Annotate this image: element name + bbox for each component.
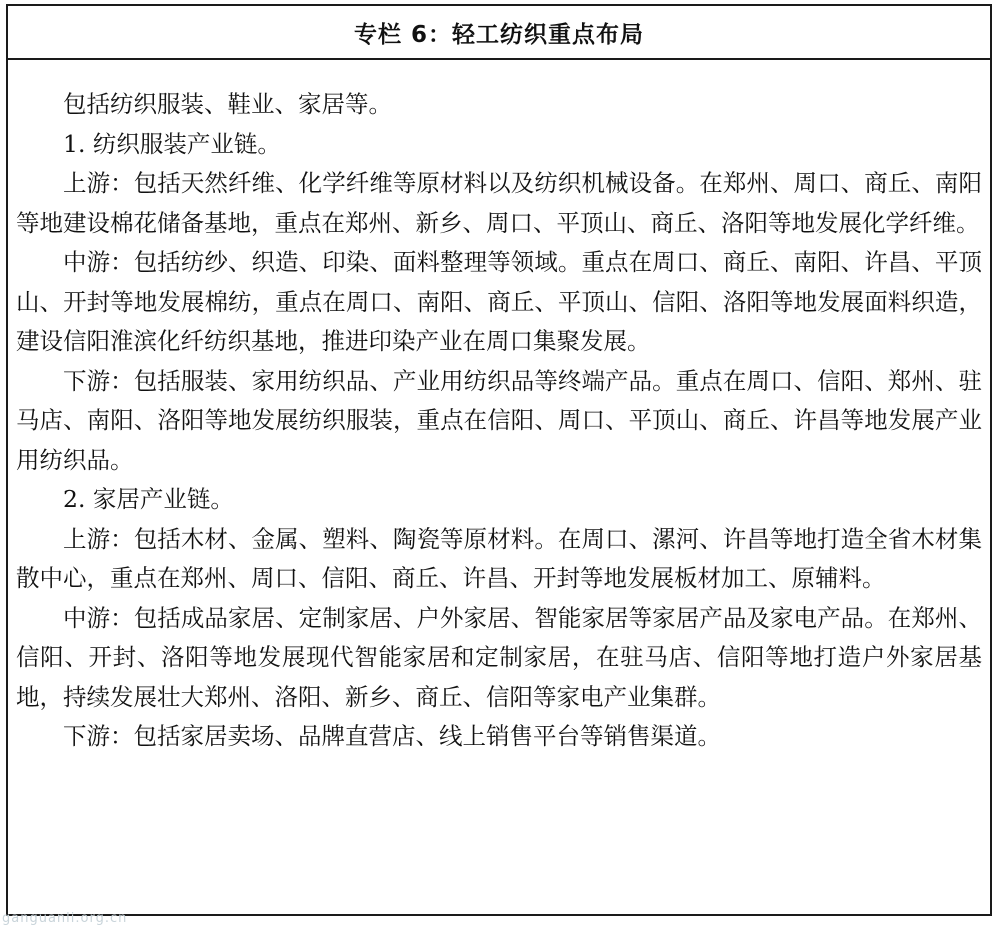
- textile-midstream-paragraph: 中游：包括纺纱、织造、印染、面料整理等领域。重点在周口、商丘、南阳、许昌、平顶山、开封等地发展棉纺，重点在周口、南阳、商丘、平顶山、信阳、洛阳等地发展面料织造，建设信阳淮滨化纤纺织基地，推进印染产业在周口集聚发展。: [16, 248, 982, 355]
- textile-upstream-paragraph: 上游：包括天然纤维、化学纤维等原材料以及纺织机械设备。在郑州、周口、商丘、南阳等地建设棉花储备基地，重点在郑州、新乡、周口、平顶山、商丘、洛阳等地发展化学纤维。: [16, 169, 982, 237]
- textile-downstream-paragraph: 下游：包括服装、家用纺织品、产业用纺织品等终端产品。重点在周口、信阳、郑州、驻马店、南阳、洛阳等地发展纺织服装，重点在信阳、周口、平顶山、商丘、许昌等地发展产业用纺织品。: [16, 366, 982, 474]
- column-title: 专栏 6：轻工纺织重点布局: [8, 6, 990, 60]
- home-upstream-paragraph: 上游：包括木材、金属、塑料、陶瓷等原材料。在周口、漯河、许昌等地打造全省木材集散中心，重点在郑州、周口、信阳、商丘、许昌、开封等地发展板材加工、原辅料。: [16, 524, 982, 592]
- column-box: [6, 4, 992, 916]
- site-watermark: ganguanli.org.cn: [2, 911, 128, 926]
- home-downstream-paragraph: 下游：包括家居卖场、品牌直营店、线上销售平台等销售渠道。: [63, 722, 721, 750]
- section-heading-home: 2. 家居产业链。: [63, 485, 234, 513]
- home-midstream-paragraph: 中游：包括成品家居、定制家居、户外家居、智能家居等家居产品及家电产品。在郑州、信阳、开封、洛阳等地发展现代智能家居和定制家居，在驻马店、信阳等地打造户外家居基地，持续发展壮大郑州、洛阳、新乡、商丘、信阳等家电产业集群。: [16, 603, 982, 711]
- column-body: [8, 60, 990, 757]
- intro-paragraph: 包括纺织服装、鞋业、家居等。: [63, 90, 392, 118]
- section-heading-textile: 1. 纺织服装产业链。: [63, 129, 281, 158]
